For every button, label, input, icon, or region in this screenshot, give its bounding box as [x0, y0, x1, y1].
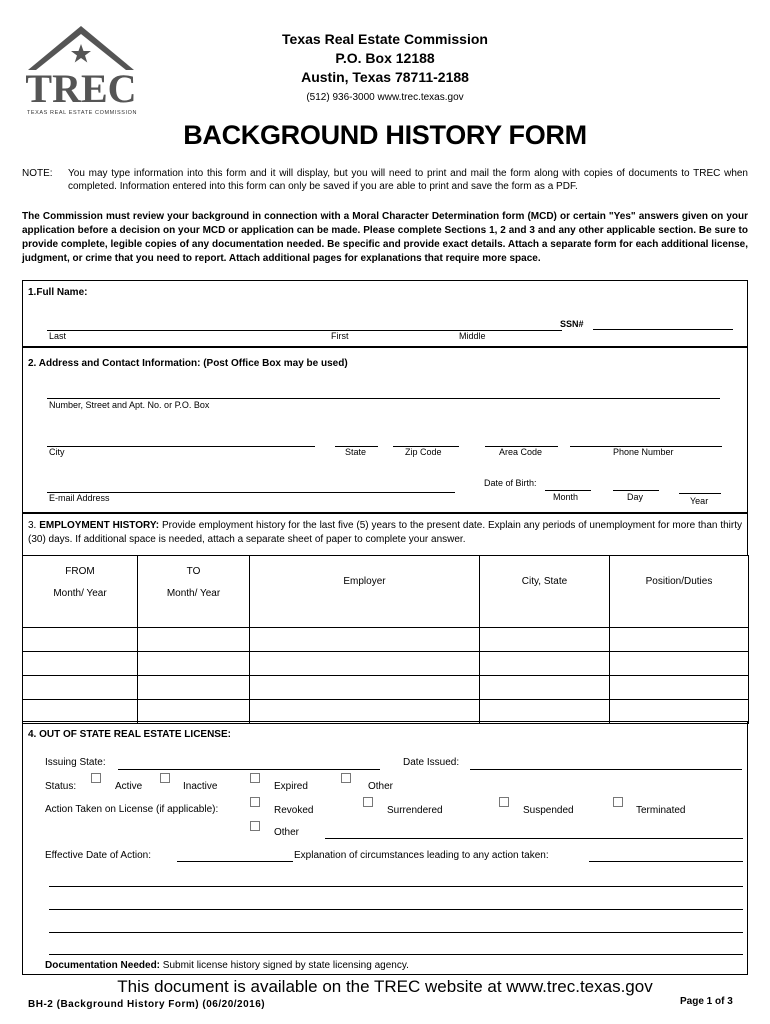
header — [240, 30, 530, 107]
issuing-state-field[interactable] — [118, 769, 380, 770]
table-cell[interactable] — [138, 700, 250, 724]
table-header-row — [23, 556, 749, 628]
inactive-label: Inactive — [183, 781, 218, 792]
employer-header — [250, 556, 480, 628]
section-title: 1.Full Name: — [28, 287, 88, 298]
logo-subtitle: TEXAS REAL ESTATE COMMISSION — [26, 110, 138, 116]
section-title: 4. OUT OF STATE REAL ESTATE LICENSE: — [28, 729, 231, 740]
from-label: FROM — [65, 566, 95, 577]
commission-instructions: The Commission must review your background in connection with a Moral Character Determination form (MCD) or certain "Yes" answers given on your application before a decision on your MCD or application can be made. Please complete Sections 1, 2 and 3 and any other applicable section. Be sure to provide complete, legible copies of any documentation needed. Be specific and provide exact details. Attach a separate form for each additional license, judgment, or crime that you need to report. Attach additional pages for explanations that require more space. — [22, 211, 748, 264]
form-id: BH-2 (Background History Form) (06/20/2016) — [28, 999, 266, 1010]
section-title: EMPLOYMENT HISTORY: — [39, 520, 160, 531]
table-row — [23, 628, 749, 652]
table-cell[interactable] — [23, 652, 138, 676]
table-row — [23, 652, 749, 676]
table-cell[interactable] — [610, 676, 749, 700]
table-cell[interactable] — [610, 700, 749, 724]
other-action-label: Other — [274, 827, 300, 838]
section-out-of-state-license — [22, 721, 748, 975]
email-label: E-mail Address — [49, 493, 110, 503]
state-label: State — [345, 447, 367, 457]
page-number: Page 1 of 3 — [680, 996, 733, 1007]
other-status-label: Other — [368, 781, 394, 792]
action-taken-label: Action Taken on License (if applicable): — [45, 804, 219, 815]
website-note: This document is available on the TREC website at www.trec.texas.gov — [117, 977, 653, 996]
effective-date-field[interactable] — [177, 861, 293, 862]
employer-label: Employer — [343, 576, 386, 587]
table-row — [23, 700, 749, 724]
logo-text: TREC — [25, 66, 137, 111]
expired-label: Expired — [274, 781, 308, 792]
to-label: TO — [186, 566, 201, 577]
suspended-label: Suspended — [523, 805, 574, 816]
table-cell[interactable] — [138, 676, 250, 700]
status-label: Status: — [45, 781, 77, 792]
contact-line: (512) 936-3000 www.trec.texas.gov — [306, 92, 464, 103]
month-label: Month — [553, 492, 579, 502]
phone-label: Phone Number — [613, 447, 674, 457]
city-line: Austin, Texas 78711-2188 — [301, 69, 469, 85]
revoked-checkbox[interactable] — [250, 797, 260, 807]
table-cell[interactable] — [480, 652, 610, 676]
street-label: Number, Street and Apt. No. or P.O. Box — [49, 400, 210, 410]
ssn-label: SSN# — [560, 319, 584, 329]
explanation-line[interactable] — [49, 954, 743, 955]
explanation-label: Explanation of circumstances leading to any action taken: — [294, 850, 549, 861]
first-label: First — [331, 331, 349, 341]
dob-year-field[interactable] — [679, 493, 721, 494]
table-cell[interactable] — [480, 676, 610, 700]
area-code-label: Area Code — [499, 447, 543, 457]
expired-checkbox[interactable] — [250, 773, 260, 783]
documentation-text: Submit license history signed by state licensing agency. — [160, 960, 409, 971]
table-cell[interactable] — [23, 628, 138, 652]
table-cell[interactable] — [480, 628, 610, 652]
year-label: Year — [690, 496, 709, 506]
explanation-line[interactable] — [49, 886, 743, 887]
explanation-line[interactable] — [49, 932, 743, 933]
to-month-year: Month/ Year — [166, 588, 221, 599]
ssn-field[interactable] — [593, 329, 733, 330]
table-cell[interactable] — [138, 652, 250, 676]
note-label: NOTE: — [22, 168, 53, 179]
employment-table — [22, 555, 749, 724]
city-state-header — [480, 556, 610, 628]
explanation-line[interactable] — [49, 909, 743, 910]
dob-day-field[interactable] — [613, 490, 659, 491]
terminated-label: Terminated — [636, 805, 686, 816]
page-title: BACKGROUND HISTORY FORM — [183, 120, 587, 150]
other-action-field[interactable] — [325, 838, 743, 839]
table-cell[interactable] — [23, 676, 138, 700]
section-number: 3. — [28, 520, 37, 531]
surrendered-checkbox[interactable] — [363, 797, 373, 807]
section-full-name — [22, 280, 748, 347]
to-header — [138, 556, 250, 628]
note-text: You may type information into this form and it will display, but you will need to print and mail the form along with copies of documents to TREC when completed. Information entered into this form can only be saved if you are able to print and save the form as a PDF. — [68, 168, 748, 192]
table-cell[interactable] — [250, 700, 480, 724]
dob-label: Date of Birth: — [484, 478, 537, 488]
table-cell[interactable] — [610, 652, 749, 676]
table-cell[interactable] — [250, 628, 480, 652]
revoked-label: Revoked — [274, 805, 314, 816]
section-employment — [22, 513, 748, 555]
table-cell[interactable] — [250, 676, 480, 700]
table-cell[interactable] — [250, 652, 480, 676]
from-header — [23, 556, 138, 628]
active-checkbox[interactable] — [91, 773, 101, 783]
employment-text: Provide employment history for the last five (5) years to the present date. Explain any periods of unemployment for more than thirty (30) days. If additional space is needed, attach a separate sheet of paper to complete your answer. — [28, 520, 742, 545]
employment-instructions — [28, 519, 742, 547]
effective-date-label: Effective Date of Action: — [45, 850, 151, 861]
date-issued-field[interactable] — [470, 769, 742, 770]
table-cell[interactable] — [610, 628, 749, 652]
table-row — [23, 676, 749, 700]
documentation-note — [45, 960, 409, 971]
terminated-checkbox[interactable] — [613, 797, 623, 807]
org-name: Texas Real Estate Commission — [282, 31, 488, 47]
documentation-label: Documentation Needed: — [45, 960, 161, 971]
position-label: Position/Duties — [645, 576, 713, 587]
explanation-field[interactable] — [589, 861, 743, 862]
city-label: City — [49, 447, 65, 457]
active-label: Active — [115, 781, 143, 792]
zip-label: Zip Code — [405, 447, 442, 457]
from-month-year: Month/ Year — [53, 588, 107, 599]
city-state-label: City, State — [521, 576, 568, 587]
last-label: Last — [49, 331, 67, 341]
surrendered-label: Surrendered — [387, 805, 443, 816]
table-cell[interactable] — [480, 700, 610, 724]
section-title: 2. Address and Contact Information: (Post Office Box may be used) — [28, 358, 348, 369]
suspended-checkbox[interactable] — [499, 797, 509, 807]
middle-label: Middle — [459, 331, 486, 341]
city-field[interactable] — [47, 446, 315, 447]
dob-month-field[interactable] — [545, 490, 591, 491]
day-label: Day — [627, 492, 644, 502]
inactive-checkbox[interactable] — [160, 773, 170, 783]
position-header — [610, 556, 749, 628]
table-cell[interactable] — [138, 628, 250, 652]
table-cell[interactable] — [23, 700, 138, 724]
po-box: P.O. Box 12188 — [335, 50, 435, 66]
trec-logo — [22, 22, 140, 122]
date-issued-label: Date Issued: — [403, 757, 460, 768]
section-address — [22, 347, 748, 513]
other-status-checkbox[interactable] — [341, 773, 351, 783]
street-field[interactable] — [47, 398, 720, 399]
issuing-state-label: Issuing State: — [45, 757, 106, 768]
other-action-checkbox[interactable] — [250, 821, 260, 831]
